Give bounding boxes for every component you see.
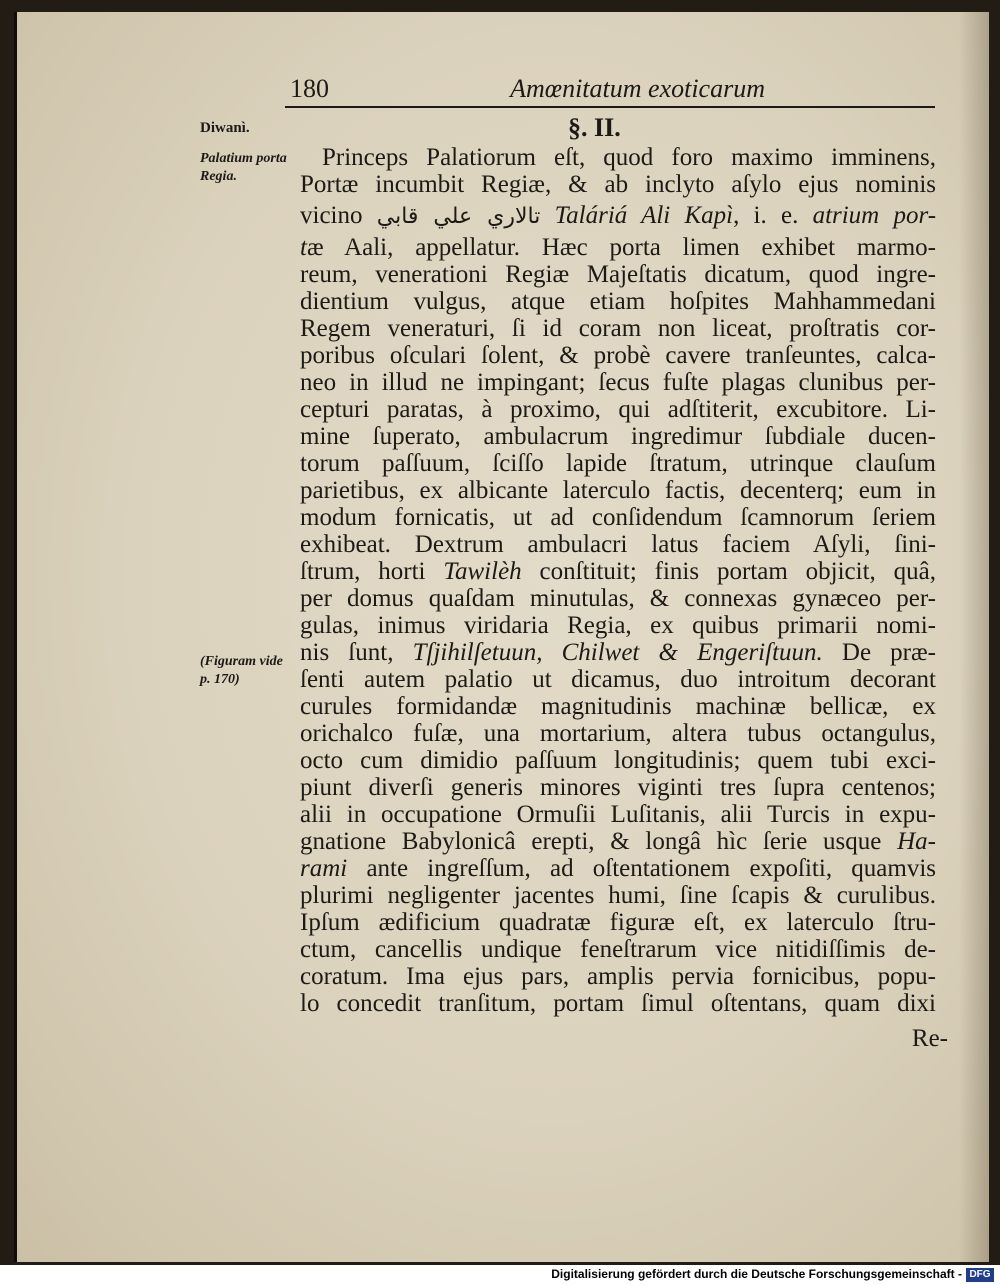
text-line: gulas, inimus viridaria Regia, ex quibus primarii nomi- <box>300 612 936 639</box>
text-line: piunt diverſi generis minores viginti tres ſupra centenos; <box>300 774 936 801</box>
text-line: ctum, cancellis undique feneſtrarum vice nitidiſſimis de- <box>300 936 936 963</box>
page-header <box>285 72 935 108</box>
italic-term: Ha- <box>897 828 936 855</box>
text-line: cepturi paratas, à proximo, qui adſtiterit, excubitore. Li- <box>300 396 936 423</box>
body-text <box>300 144 936 1017</box>
text-fragment: , i. e. <box>733 202 799 229</box>
text-line: ſenti autem palatio ut dicamus, duo introitum decorant <box>300 666 936 693</box>
catchword: Re- <box>911 1025 948 1052</box>
text-line <box>300 828 936 855</box>
text-fragment: De præ- <box>841 639 937 666</box>
italic-term: atrium por- <box>812 202 937 229</box>
text-line: neo in illud ne impingant; ſecus fuſte plagas clunibus per- <box>300 369 936 396</box>
text-line <box>300 639 936 666</box>
text-fragment: vicino <box>300 202 363 229</box>
text-line: parietibus, ex albicante laterculo factis, decenterq; eum in <box>300 477 936 504</box>
margin-note-figuram: (Figuram vide p. 170) <box>200 654 283 687</box>
text-line: alii in occupatione Ormuſii Luſitanis, alii Turcis in expu- <box>300 801 936 828</box>
text-line: lo concedit tranſitum, portam ſimul oſtentans, quam dixi <box>300 990 936 1017</box>
text-line: Regem veneraturi, ſi id coram non liceat, proſtratis cor- <box>300 315 936 342</box>
italic-term: t <box>300 234 307 261</box>
text-line: coratum. Ima ejus pars, amplis pervia fornicibus, popu- <box>300 963 936 990</box>
text-line <box>300 855 936 882</box>
text-line: Portæ incumbit Regiæ, & ab inclyto aſylo ejus nominis <box>300 171 936 198</box>
italic-term: rami <box>300 855 348 882</box>
text-line: mine ſuperato, ambulacrum ingredimur ſubdiale ducen- <box>300 423 936 450</box>
text-line-arabic <box>300 198 936 234</box>
text-line: Ipſum ædificium quadratæ figuræ eſt, ex laterculo ſtru- <box>300 909 936 936</box>
digitization-credit: Digitalisierung gefördert durch die Deutsche Forschungsgemeinschaft - <box>551 1267 962 1281</box>
text-line: per domus quaſdam minutulas, & connexas gynæceo per- <box>300 585 936 612</box>
margin-note-diwani: Diwanì. <box>200 120 250 136</box>
text-fragment: conſtituit; finis portam objicit, quâ, <box>539 558 936 585</box>
text-line: torum paſſuum, ſciſſo lapide ſtratum, utrinque clauſum <box>300 450 936 477</box>
text-line <box>300 558 936 585</box>
text-line: exhibeat. Dextrum ambulacri latus faciem Aſyli, ſini- <box>300 531 936 558</box>
section-heading: §. II. <box>568 113 621 142</box>
page-number: 180 <box>290 74 329 103</box>
text-line <box>300 234 936 261</box>
italic-term: Taláriá Ali Kapì <box>554 202 734 229</box>
italic-term: Tawilèh <box>443 558 522 585</box>
text-line: poribus oſculari ſolent, & probè cavere tranſeuntes, calca- <box>300 342 936 369</box>
text-fragment: ante ingreſſum, ad oſtentationem expoſiti, quamvis <box>366 855 937 882</box>
dfg-logo: DFG <box>966 1268 994 1282</box>
running-title: Amœnitatum exoticarum <box>510 74 765 103</box>
text-line: curules formidandæ magnitudinis machinæ bellicæ, ex <box>300 693 936 720</box>
text-line: modum fornicatis, ut ad conſidendum ſcamnorum ſeriem <box>300 504 936 531</box>
text-fragment: gnatione Babylonicâ erepti, & longâ hìc ſerie usque <box>300 828 882 855</box>
credit-bar <box>0 1265 1000 1285</box>
text-line: dientium vulgus, atque etiam hoſpites Mahhammedani <box>300 288 936 315</box>
margin-note-palatium: Palatium porta Regia. <box>200 151 287 184</box>
text-line: reum, venerationi Regiæ Majeſtatis dicatum, quod ingre- <box>300 261 936 288</box>
arabic-inscription: تالاري علي قابي <box>376 204 541 229</box>
text-line: orichalco fuſæ, una mortarium, altera tubus octangulus, <box>300 720 936 747</box>
text-fragment: nis ſunt, <box>300 639 394 666</box>
text-fragment: ſtrum, horti <box>300 558 426 585</box>
text-line: octo cum dimidio paſſuum longitudinis; quem tubi exci- <box>300 747 936 774</box>
text-fragment: æ Aali, appellatur. Hæc porta limen exhibet marmo- <box>306 234 936 261</box>
text-line: Princeps Palatiorum eſt, quod foro maximo imminens, <box>322 144 936 171</box>
italic-term: Tſjihilſetuun, Chilwet & Engeriſtuun. <box>412 639 823 666</box>
text-line: plurimi negligenter jacentes humi, ſine ſcapis & curulibus. <box>300 882 936 909</box>
